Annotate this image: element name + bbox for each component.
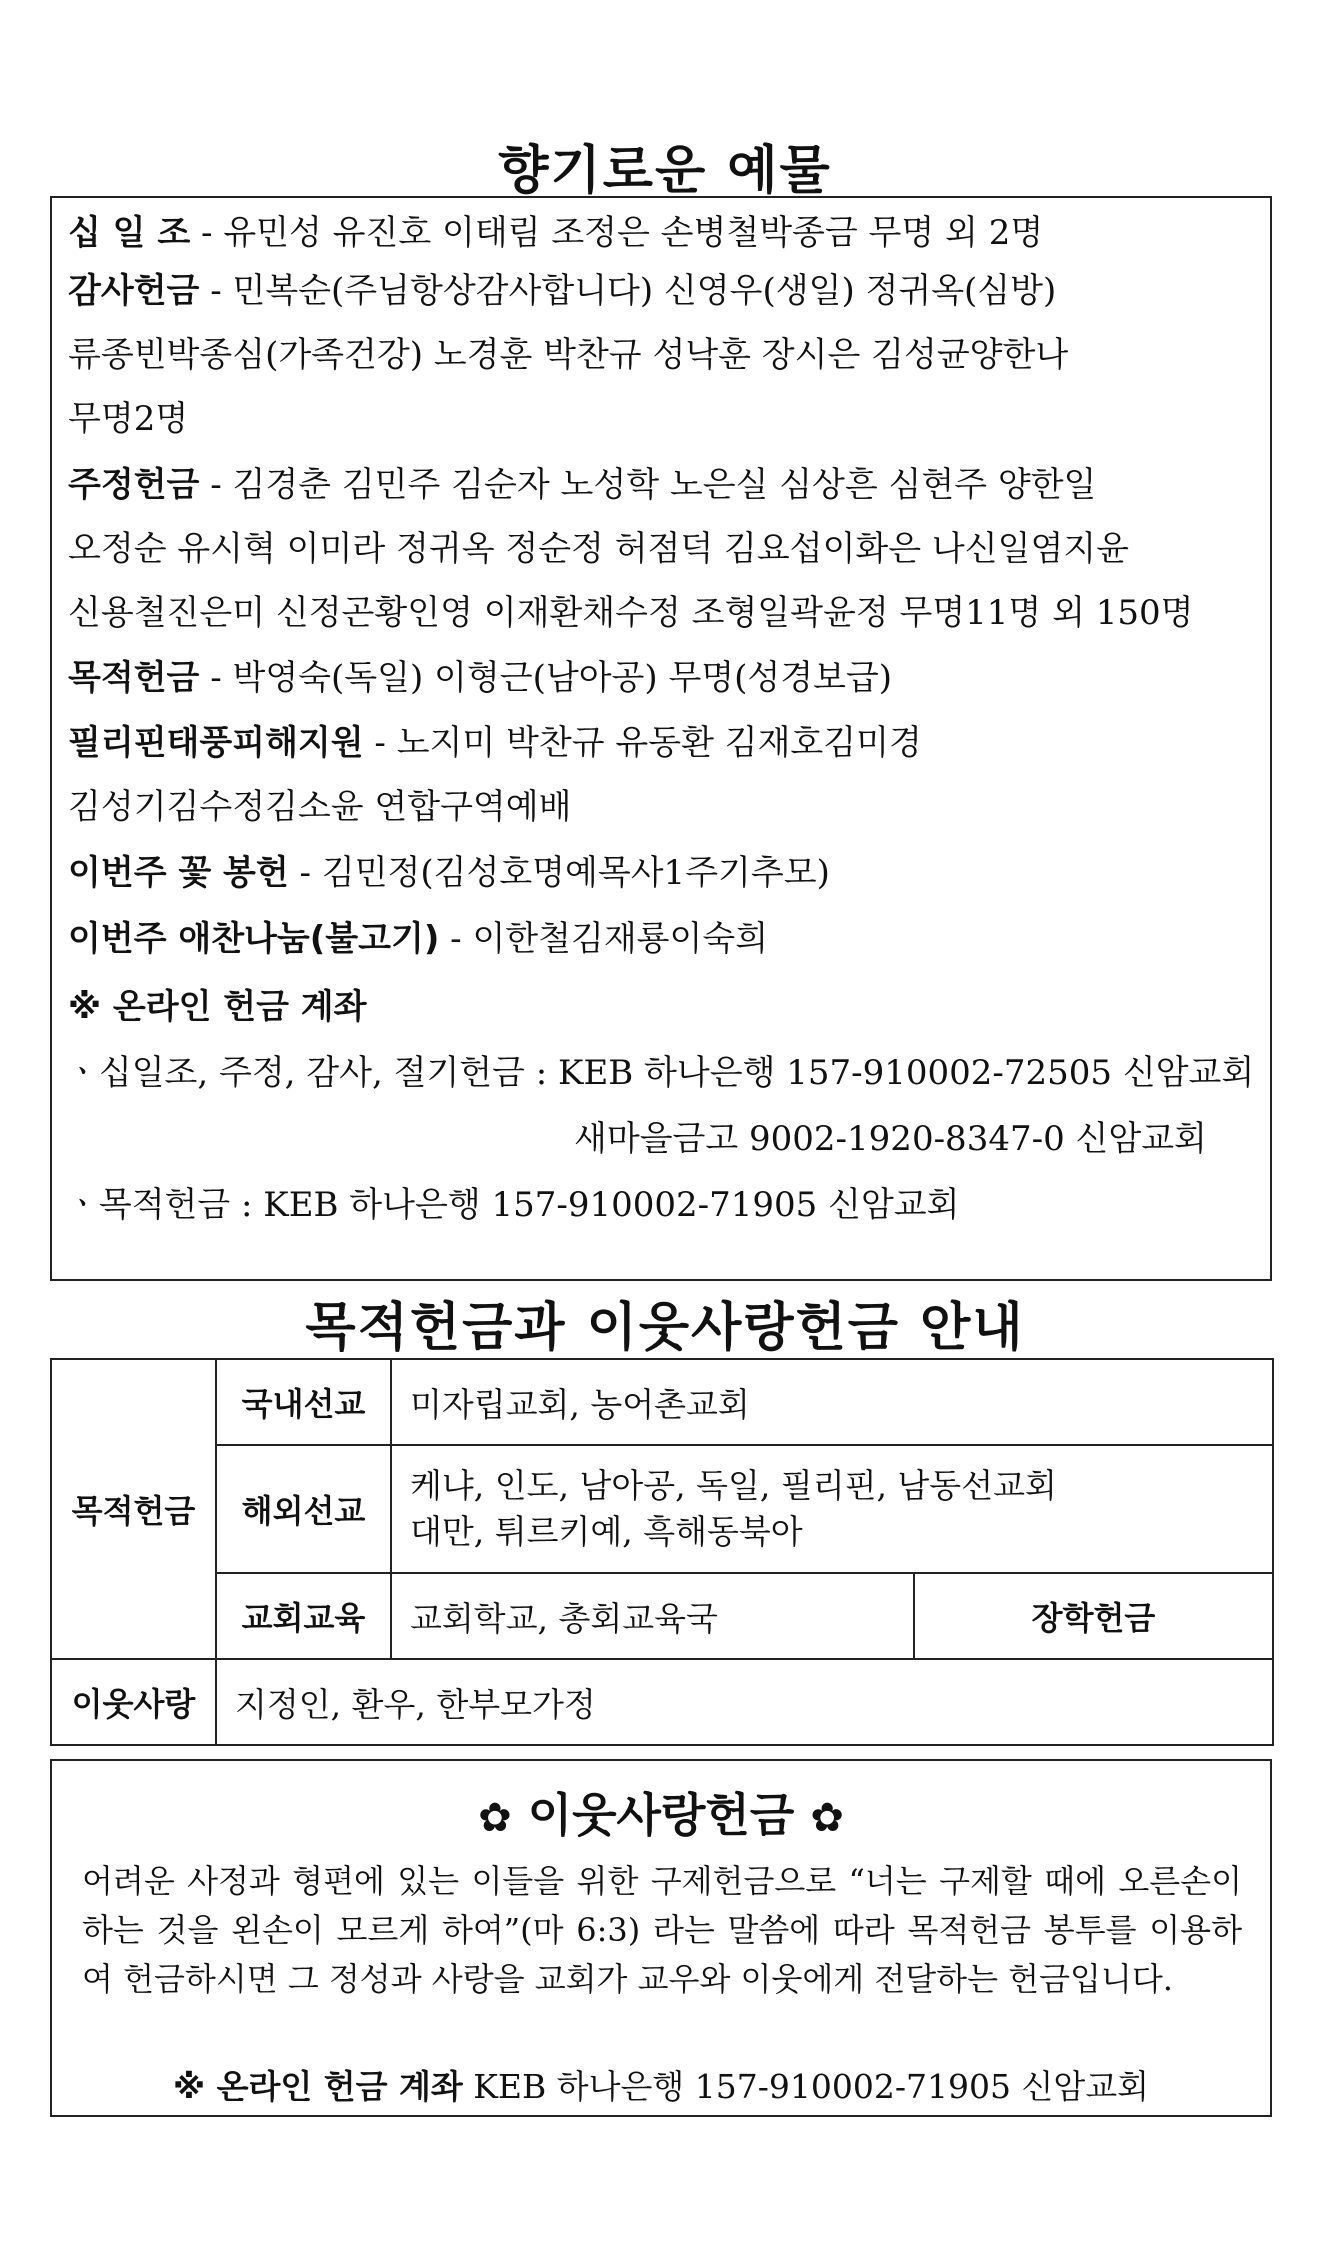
offering-line-weekly-cont: 오정순 유시혁 이미라 정귀옥 정순정 허점덕 김요섭이화은 나신일염지윤 xyxy=(68,529,1129,569)
church-education-text: 교회학교, 총회교육국 xyxy=(391,1573,914,1659)
neighbor-love-title: ✿ 이웃사랑헌금 ✿ xyxy=(478,1788,844,1842)
flourish-left-icon: ✿ xyxy=(478,1795,512,1841)
offering-line-purpose: 목적헌금 - 박영숙(독일) 이형근(남아공) 무명(성경보급) xyxy=(68,658,893,698)
domestic-mission-label: 국내선교 xyxy=(216,1359,391,1445)
offering-title: 향기로운 예물 xyxy=(498,141,832,201)
offering-line-thanks-cont: 무명2명 xyxy=(68,399,189,439)
neighbor-love-account: ※ 온라인 헌금 계좌 KEB 하나은행 157-910002-71905 신암교회 xyxy=(173,2067,1149,2106)
offering-line-weekly-cont: 신용철진은미 신정곤황인영 이재환채수정 조형일곽윤정 무명11명 외 150명 xyxy=(68,593,1194,633)
overseas-mission-text: 케냐, 인도, 남아공, 독일, 필리핀, 남동선교회 대만, 튀르키예, 흑해동북아 xyxy=(391,1445,1273,1573)
overseas-mission-label: 해외선교 xyxy=(216,1445,391,1573)
table-row xyxy=(51,1659,1273,1745)
table-row xyxy=(51,1359,1273,1445)
guide-title: 목적헌금과 이웃사랑헌금 안내 xyxy=(305,1298,1025,1358)
neighbor-love-description: 어려운 사정과 형편에 있는 이들을 위한 구제헌금으로 “너는 구제할 때에 오른손이 하는 것을 왼손이 모르게 하여”(마 6:3) 라는 말씀에 따라 목적헌금 봉투를 이용하여 헌금하시면 그 정성과 사랑을 교회가 교우와 이웃에게 전달하는 헌금입니다. xyxy=(82,1862,1242,1998)
offering-line-weekly: 주정헌금 - 김경춘 김민주 김순자 노성학 노은실 심상흔 심현주 양한일 xyxy=(68,465,1097,505)
offering-list-box xyxy=(50,196,1272,1281)
account-line-purpose: ㆍ목적헌금 : KEB 하나은행 157-910002-71905 신암교회 xyxy=(66,1185,960,1225)
offering-line-thanks: 감사헌금 - 민복순(주님항상감사합니다) 신영우(생일) 정귀옥(심방) xyxy=(68,271,1057,311)
offering-line-flowers: 이번주 꽃 봉헌 - 김민정(김성호명예목사1주기추모) xyxy=(68,853,830,893)
account-line-saemaeul: 새마을금고 9002-1920-8347-0 신암교회 xyxy=(574,1119,1207,1159)
table-row xyxy=(51,1445,1273,1573)
offering-line-thanks-cont: 류종빈박종심(가족건강) 노경훈 박찬규 성낙훈 장시은 김성균양한나 xyxy=(68,335,1069,375)
neighbor-love-box xyxy=(50,1759,1272,2117)
offering-line-tithe: 십 일 조 - 유민성 유진호 이태림 조정은 손병철박종금 무명 외 2명 xyxy=(68,213,1044,253)
scholarship-label: 장학헌금 xyxy=(914,1573,1273,1659)
offering-line-typhoon-cont: 김성기김수정김소윤 연합구역예배 xyxy=(68,787,572,827)
table-row xyxy=(51,1573,1273,1659)
neighbor-love-label: 이웃사랑 xyxy=(51,1659,216,1745)
domestic-mission-text: 미자립교회, 농어촌교회 xyxy=(391,1359,1273,1445)
purpose-offering-label: 목적헌금 xyxy=(51,1359,216,1659)
offering-line-typhoon: 필리핀태풍피해지원 - 노지미 박찬규 유동환 김재호김미경 xyxy=(68,723,922,763)
neighbor-love-text: 지정인, 환우, 한부모가정 xyxy=(216,1659,1273,1745)
offering-line-meal: 이번주 애찬나눔(불고기) - 이한철김재룡이숙희 xyxy=(68,919,769,959)
flourish-right-icon: ✿ xyxy=(810,1795,844,1841)
offering-guide-table xyxy=(50,1358,1274,1746)
account-line-general: ㆍ십일조, 주정, 감사, 절기헌금 : KEB 하나은행 157-910002-72505 신암교회 xyxy=(66,1053,1255,1093)
church-education-label: 교회교육 xyxy=(216,1573,391,1659)
online-account-heading: ※ 온라인 헌금 계좌 xyxy=(68,987,367,1027)
